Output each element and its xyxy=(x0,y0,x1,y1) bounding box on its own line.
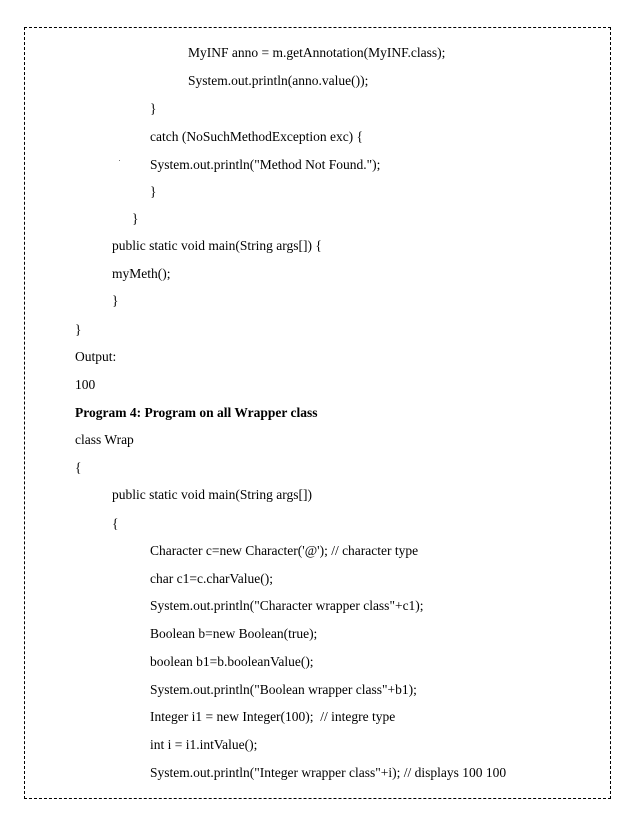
code-line: } xyxy=(150,101,157,116)
program-heading: Program 4: Program on all Wrapper class xyxy=(75,405,318,420)
code-line: Boolean b=new Boolean(true); xyxy=(150,626,318,641)
code-line: System.out.println("Boolean wrapper class"+b1); xyxy=(150,682,417,697)
code-line: System.out.println("Method Not Found."); xyxy=(150,157,381,172)
output-label: Output: xyxy=(75,349,117,364)
code-line: boolean b1=b.booleanValue(); xyxy=(150,654,314,669)
code-line: { xyxy=(112,516,119,531)
code-line: { xyxy=(75,460,82,475)
output-value: 100 xyxy=(75,377,96,392)
code-line: Integer i1 = new Integer(100); // integre type xyxy=(150,709,396,724)
code-line: System.out.println("Character wrapper class"+c1); xyxy=(150,598,424,613)
code-line: myMeth(); xyxy=(112,266,171,281)
code-line: Character c=new Character('@'); // character type xyxy=(150,543,419,558)
code-line: } xyxy=(150,184,157,199)
code-line: public static void main(String args[]) { xyxy=(112,238,322,253)
code-line: catch (NoSuchMethodException exc) { xyxy=(150,129,364,144)
code-line: } xyxy=(132,211,139,226)
scan-speck xyxy=(119,160,120,161)
code-line: System.out.println("Integer wrapper class"+i); // displays 100 100 xyxy=(150,765,507,780)
code-line: class Wrap xyxy=(75,432,134,447)
code-line: } xyxy=(112,293,119,308)
code-line: char c1=c.charValue(); xyxy=(150,571,274,586)
code-line: MyINF anno = m.getAnnotation(MyINF.class); xyxy=(188,45,446,60)
code-line: } xyxy=(75,322,82,337)
code-line: public static void main(String args[]) xyxy=(112,487,312,502)
code-line: int i = i1.intValue(); xyxy=(150,737,258,752)
code-line: System.out.println(anno.value()); xyxy=(188,73,369,88)
